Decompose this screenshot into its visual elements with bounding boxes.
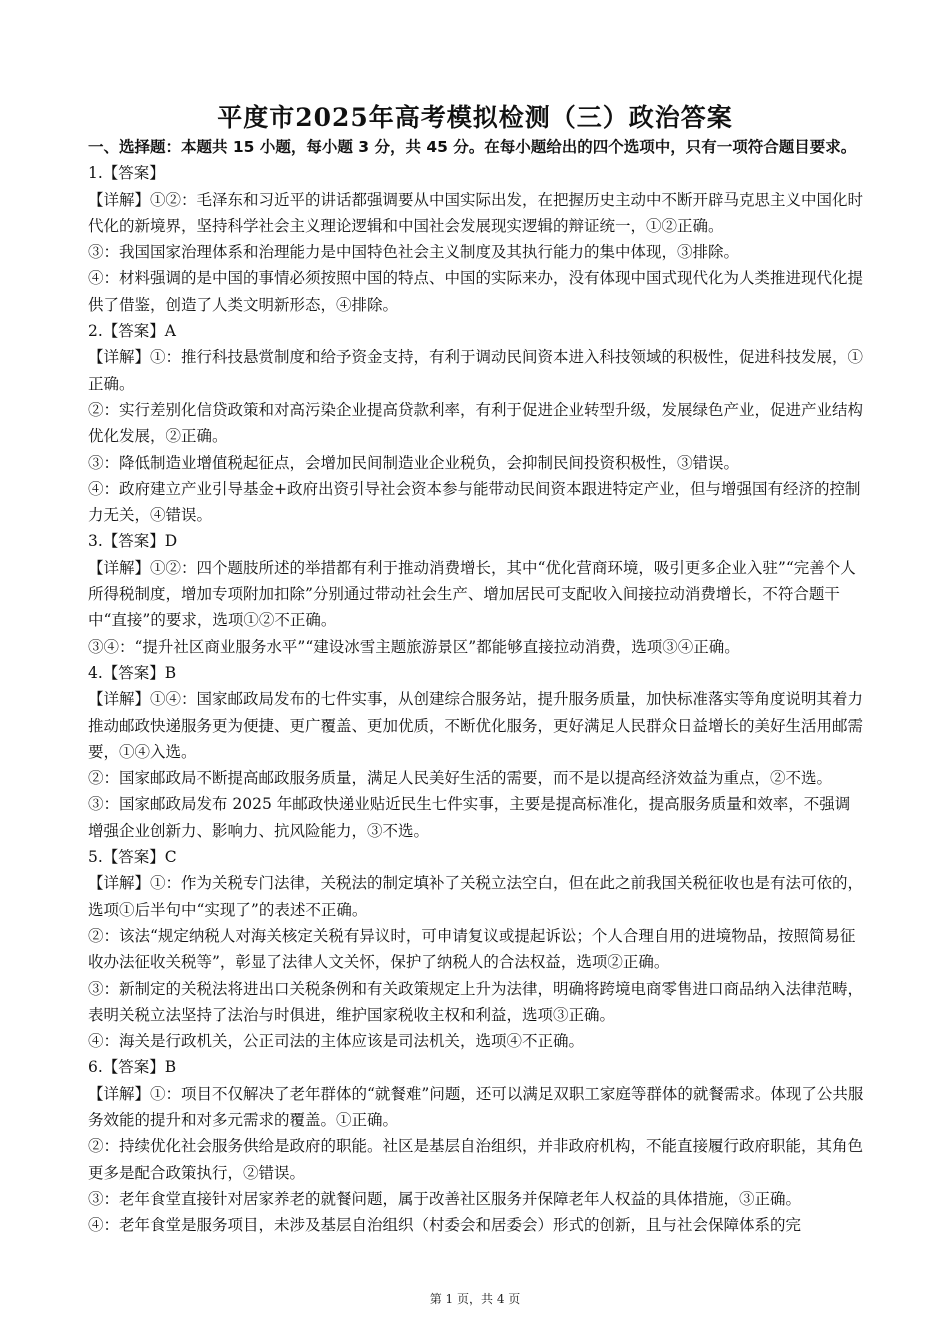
answer-line: ③：我国国家治理体系和治理能力是中国特色社会主义制度及其执行能力的集中体现，③排除。 — [88, 243, 740, 262]
answer-content — [88, 134, 864, 1238]
answer-line: 4.【答案】B — [88, 663, 177, 682]
answer-line: 【详解】①②：四个题肢所述的举措都有利于推动消费增长，其中“优化营商环境，吸引更多企业入驻”“完善个人所得税制度，增加专项附加扣除”分别通过带动社会生产、增加居民可支配收入间接拉动消费增长，不符合题干中“直接”的要求，选项①②不正确。 — [88, 558, 856, 630]
answer-line: 【详解】①：作为关税专门法律，关税法的制定填补了关税立法空白，但在此之前我国关税征收也是有法可依的，选项①后半句中“实现了”的表述不正确。 — [88, 874, 864, 919]
answer-line: ④：海关是行政机关，公正司法的主体应该是司法机关，选项④不正确。 — [88, 1032, 585, 1051]
page-footer: 第 1 页，共 4 页 — [429, 1292, 521, 1306]
answer-line: 1.【答案】 — [88, 164, 165, 183]
answer-line: 3.【答案】D — [88, 532, 178, 551]
answer-line: 【详解】①②：毛泽东和习近平的讲话都强调要从中国实际出发，在把握历史主动中不断开辟马克思主义中国化时代化的新境界，坚持科学社会主义理论逻辑和中国社会发展现实逻辑的辩证统一，①②正确。 — [88, 190, 864, 235]
answer-line: ②：该法“规定纳税人对海关核定关税有异议时，可申请复议或提起诉讼；个人合理自用的进境物品，按照简易征收办法征收关税等”，彰显了法律人文关怀，保护了纳税人的合法权益，选项②正确。 — [88, 926, 856, 972]
answer-line: 5.【答案】C — [88, 848, 177, 867]
answer-line: 【详解】①：项目不仅解决了老年群体的“就餐难”问题，还可以满足双职工家庭等群体的就餐需求。体现了公共服务效能的提升和对多元需求的覆盖。①正确。 — [88, 1084, 864, 1129]
answer-line: 【详解】①④：国家邮政局发布的七件实事，从创建综合服务站，提升服务质量，加快标准落实等角度说明其着力推动邮政快递服务更为便捷、更广覆盖、更加优质，不断优化服务，更好满足人民群众日益增长的美好生活用邮需要，①④入选。 — [88, 690, 864, 761]
page-title: 平度市2025年高考模拟检测（三）政治答案 — [217, 103, 733, 132]
section-heading: 一、选择题：本题共 15 小题，每小题 3 分，共 45 分。在每小题给出的四个选项中，只有一项符合题目要求。 — [88, 138, 857, 156]
answer-line: ④：老年食堂是服务项目，未涉及基层自治组织（村委会和居委会）形式的创新，且与社会保障体系的完 — [88, 1216, 802, 1235]
answer-line: ②：持续优化社会服务供给是政府的职能。社区是基层自治组织，并非政府机构，不能直接履行政府职能，其角色更多是配合政策执行，②错误。 — [88, 1137, 864, 1182]
answer-line: 2.【答案】A — [88, 322, 176, 341]
answer-line: ③：降低制造业增值税起征点，会增加民间制造业企业税负，会抑制民间投资积极性，③错误。 — [88, 453, 740, 472]
answer-line: ③：新制定的关税法将进出口关税条例和有关政策规定上升为法律，明确将跨境电商零售进口商品纳入法律范畴，表明关税立法坚持了法治与时俱进，维护国家税收主权和利益，选项③正确。 — [88, 979, 864, 1024]
answer-line: ③：老年食堂直接针对居家养老的就餐问题，属于改善社区服务并保障老年人权益的具体措施，③正确。 — [88, 1189, 802, 1208]
answer-line: ④：政府建立产业引导基金+政府出资引导社会资本参与能带动民间资本跟进特定产业，但与增强国有经济的控制力无关，④错误。 — [88, 479, 861, 525]
answer-line: ②：国家邮政局不断提高邮政服务质量，满足人民美好生活的需要，而不是以提高经济效益为重点，②不选。 — [88, 769, 833, 788]
answer-line: ③④：“提升社区商业服务水平”“建设冰雪主题旅游景区”都能够直接拉动消费，选项③④正确。 — [88, 637, 740, 656]
answer-line: 【详解】①：推行科技悬赏制度和给予资金支持，有利于调动民间资本进入科技领域的积极性，促进科技发展，①正确。 — [88, 348, 864, 393]
answer-line: ③：国家邮政局发布 2025 年邮政快递业贴近民生七件实事，主要是提高标准化，提高服务质量和效率，不强调增强企业创新力、影响力、抗风险能力，③不选。 — [88, 795, 851, 840]
answer-line: ②：实行差别化信贷政策和对高污染企业提高贷款利率，有利于促进企业转型升级，发展绿色产业，促进产业结构优化发展，②正确。 — [88, 400, 864, 446]
answer-line: ④：材料强调的是中国的事情必须按照中国的特点、中国的实际来办，没有体现中国式现代化为人类推进现代化提供了借鉴，创造了人类文明新形态，④排除。 — [88, 269, 864, 314]
answer-line: 6.【答案】B — [88, 1058, 177, 1077]
